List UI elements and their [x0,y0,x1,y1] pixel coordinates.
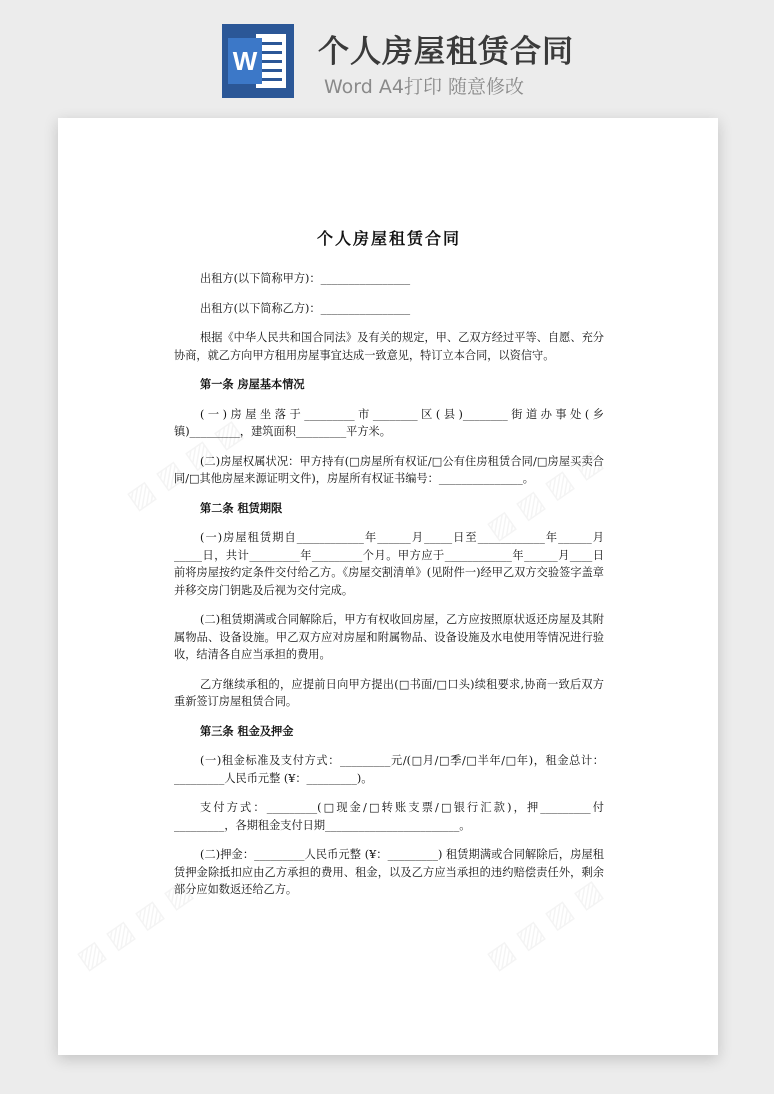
article-3-clause-1: (一)租金标准及支付方式：_________元/(□月/□季/□半年/□年)，租金总计：_________人民币元整 (¥：_________)。 [174,754,604,785]
article-3-clause-2: (二)押金：_________人民币元整 (¥：_________) 租赁期满或合同解除后，房屋租赁押金除抵扣应由乙方承担的费用、租金，以及乙方应当承担的违约赔偿责任外，剩余部分应如数返还给乙方。 [174,848,604,896]
document-title: 个人房屋租赁合同 [316,229,461,248]
party-a-line: 出租方(以下简称甲方)：________________ [200,272,411,285]
article-2-heading: 第二条 租赁期限 [200,500,283,515]
document-body [174,228,604,911]
party-b-line: 出租方(以下简称乙方)：________________ [200,301,411,315]
preamble: 根据《中华人民共和国合同法》及有关的规定，甲、乙双方经过平等、自愿、充分协商，就乙方向甲方租用房屋事宜达成一致意见，特订立本合同，以资信守。 [174,331,604,362]
header-title: 个人房屋租赁合同 [318,34,574,70]
word-icon-letter: W [232,46,258,76]
article-3-payment-method: 支付方式：_________(□现金/□转账支票/□银行汇款)，押_________付_________，各期租金支付日期________________________。 [174,801,604,832]
article-1-clause-2: (二)房屋权属状况：甲方持有(□房屋所有权证/□公有住房租赁合同/□房屋买卖合同/□其他房屋来源证明文件)，房屋所有权证书编号：_______________。 [174,454,604,485]
article-1-heading: 第一条 房屋基本情况 [200,377,305,391]
article-2-renewal: 乙方继续承租的，应提前日向甲方提出(□书面/□口头)续租要求,协商一致后双方重新签订房屋租赁合同。 [174,677,604,708]
header-subtitle: Word A4打印 随意修改 [324,76,525,98]
page-header [0,0,774,118]
article-2-clause-2: (二)租赁期满或合同解除后，甲方有权收回房屋，乙方应按照原状返还房屋及其附属物品、设备设施。甲乙双方应对房屋和附属物品、设备设施及水电使用等情况进行验收，结清各自应当承担的费用。 [174,613,604,661]
article-1-clause-1: (一)房屋坐落于_________市________区(县)________街道办事处(乡镇)_________，建筑面积_________平方米。 [174,407,604,438]
article-3-heading: 第三条 租金及押金 [200,723,294,738]
document-page [58,118,718,1055]
article-2-clause-1: (一)房屋租赁期自____________年______月_____日至____________年______月_____日，共计_________年_________个月。甲方应于____________年______月____日前将房屋按约定条件交付给乙方。《房屋交割清单》(见附件一)经甲乙双方交验签字盖章并移交房门钥匙及后视为交付完成。 [174,531,604,597]
word-document-icon [222,24,294,98]
